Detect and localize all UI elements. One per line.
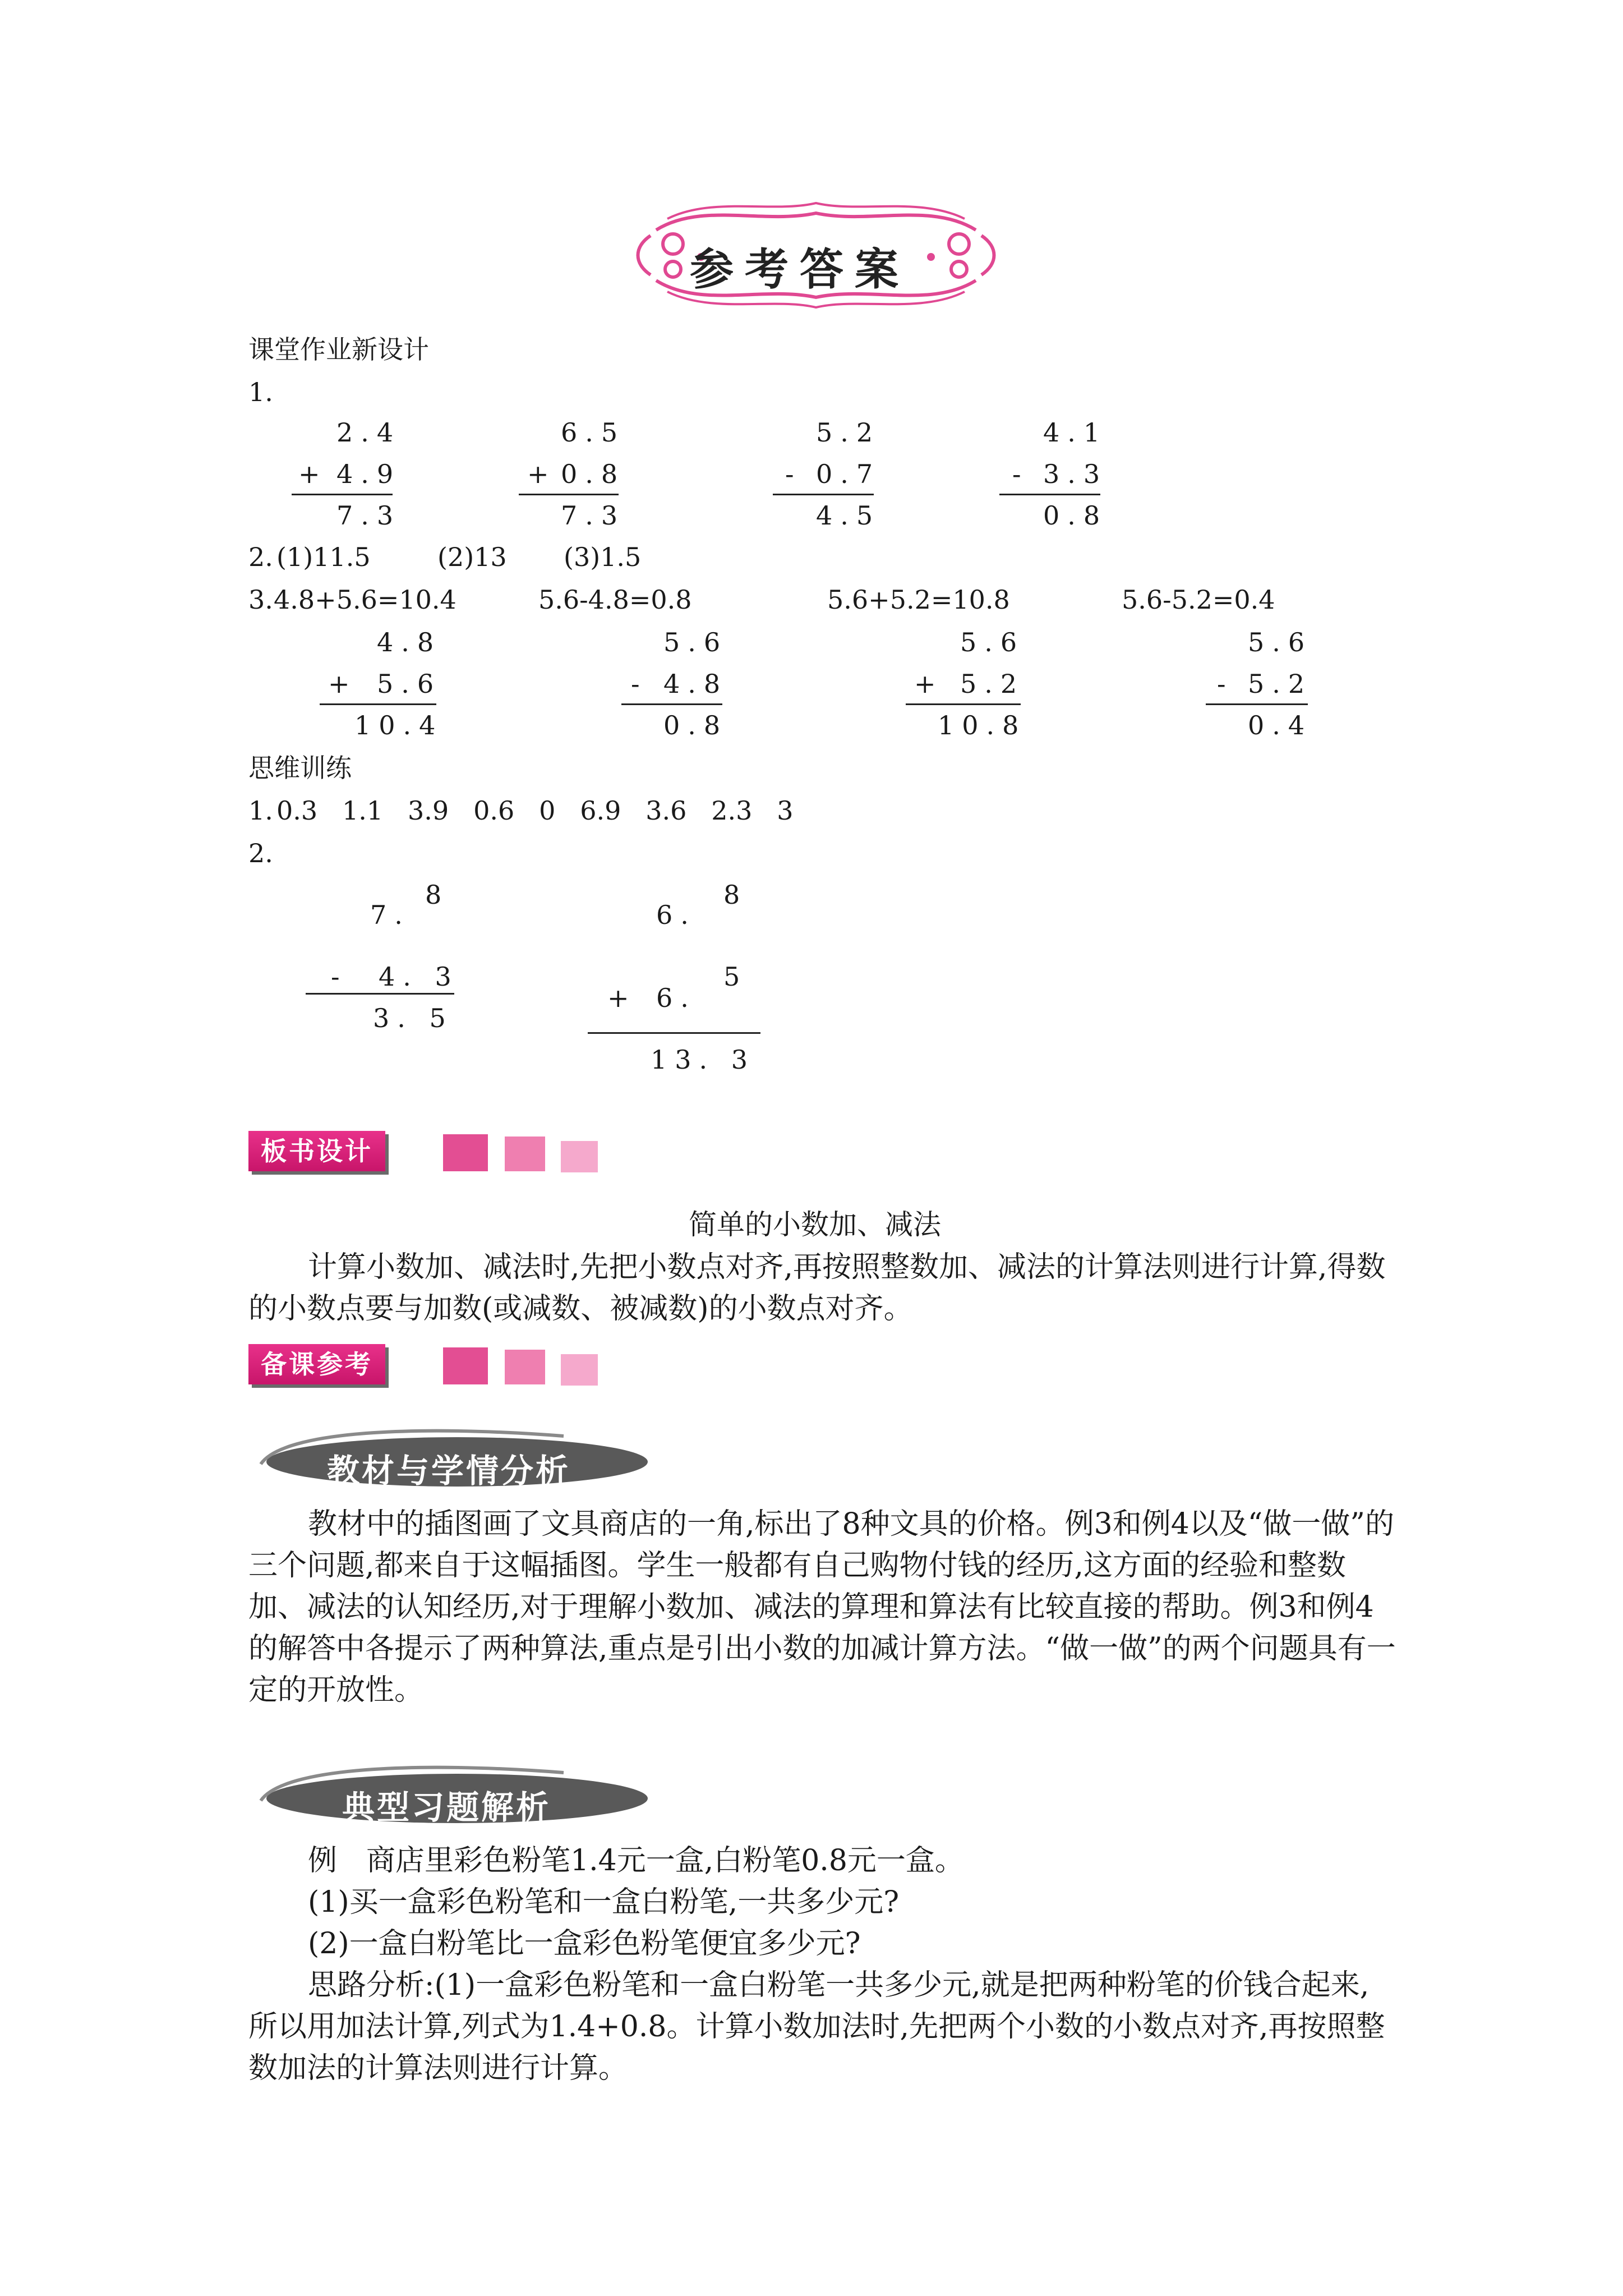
operand-b: 5.6: [377, 669, 442, 699]
operand-a: 4.1: [1043, 417, 1108, 448]
accent-square-6: [561, 1354, 598, 1386]
operand-a: 5.6: [663, 627, 728, 657]
board-text: [248, 1246, 1398, 1329]
operator: -: [785, 459, 802, 489]
q1-label: 1.: [248, 377, 273, 407]
sum-line: [773, 494, 874, 495]
result: 7.3: [561, 500, 626, 531]
thinking-heading: 思维训练: [248, 753, 352, 783]
operand-a-int: 6.: [656, 900, 697, 930]
q2-part-2: (2)13: [437, 542, 507, 572]
q2-part-3: (3)1.5: [564, 542, 642, 572]
board-bar: 板书设计: [248, 1131, 385, 1171]
exercise-analysis-content: 思路分析:(1)一盒彩色粉笔和一盒白粉笔一共多少元,就是把两种粉笔的价钱合起来,所以用加法计算,列式为1.4+0.8。计算小数加法时,先把两个小数的小数点对齐,再按照整数加法的计算法则进行计算。: [248, 1968, 1385, 2085]
operator: +: [607, 983, 637, 1013]
operand-b: 4. 3: [379, 961, 459, 992]
result: 7.3: [336, 500, 402, 531]
prep-bar: 备课参考: [248, 1344, 385, 1384]
sum-line: [519, 494, 619, 495]
result: 0.8: [1043, 500, 1108, 531]
exercise-analysis: [248, 1964, 1398, 2089]
result: 4.5: [816, 500, 881, 531]
operator: +: [527, 459, 557, 489]
sum-line: [292, 494, 393, 495]
operator: -: [631, 669, 648, 699]
q3-equation-4: 5.6-5.2=0.4: [1122, 585, 1275, 615]
q3-label: 3.: [248, 585, 273, 615]
operand-a: 4.8: [377, 627, 442, 657]
operator: +: [298, 459, 328, 489]
sum-line: [906, 703, 1021, 705]
result: 3. 5: [373, 1003, 454, 1033]
operator: -: [1012, 459, 1029, 489]
accent-square-1: [443, 1134, 488, 1171]
operator: +: [328, 669, 358, 699]
sum-line: [999, 494, 1100, 495]
result: 0.4: [1248, 710, 1313, 740]
operand-a-dec: 8: [723, 880, 748, 910]
classwork-heading: 课堂作业新设计: [248, 334, 429, 365]
exercise-q2: [248, 1923, 1398, 1964]
operator: -: [1217, 669, 1234, 699]
operand-b: 3.3: [1043, 459, 1108, 489]
exercise-q1: [248, 1881, 1398, 1923]
sum-line: [320, 703, 436, 705]
sum-line: [588, 1032, 760, 1034]
accent-square-3: [561, 1141, 598, 1172]
q3-equation-1: 4.8+5.6=10.4: [274, 585, 457, 615]
operand-a: 6.5: [561, 417, 626, 448]
exercise-q2-content: (2)一盒白粉笔比一盒彩色粉笔便宜多少元?: [308, 1927, 861, 1961]
operand-a: 5.6: [960, 627, 1025, 657]
operand-b-dec: 5: [723, 961, 748, 992]
operand-a: 2.4: [336, 417, 402, 448]
analysis-text: [248, 1503, 1398, 1711]
exercise-q1-content: (1)买一盒彩色粉笔和一盒白粉笔,一共多少元?: [308, 1885, 900, 1919]
analysis-text-content: 教材中的插图画了文具商店的一角,标出了8种文具的价格。例3和例4以及“做一做”的三个问题,都来自于这幅插图。学生一般都有自己购物付钱的经历,这方面的经验和整数加、减法的认知经历,对于理解小数加、减法的算理和算法有比较直接的帮助。例3和例4的解答中各提示了两种算法,重点是引出小数的加减计算方法。“做一做”的两个问题具有一定的开放性。: [248, 1507, 1396, 1707]
banner-title: 参考答案: [690, 244, 910, 295]
operand-b: 4.9: [336, 459, 402, 489]
operand-a: 5.6: [1248, 627, 1313, 657]
exercise-example-content: 例 商店里彩色粉笔1.4元一盒,白粉笔0.8元一盒。: [308, 1844, 964, 1878]
accent-square-4: [443, 1347, 488, 1384]
q2-part-1: (1)11.5: [276, 542, 371, 572]
thinking-q2-label: 2.: [248, 838, 273, 868]
operand-b: 5.2: [1248, 669, 1313, 699]
thinking-q1-label: 1.: [248, 795, 273, 826]
exercise-example: [248, 1840, 1398, 1881]
result: 10.4: [354, 710, 444, 740]
q3-equation-3: 5.6+5.2=10.8: [827, 585, 1010, 615]
sum-line: [1206, 703, 1308, 705]
accent-square-2: [505, 1137, 545, 1171]
operand-b-int: 6.: [656, 983, 697, 1013]
result: 0.8: [663, 710, 728, 740]
q3-equation-2: 5.6-4.8=0.8: [538, 585, 692, 615]
operator: -: [331, 961, 348, 992]
result: 13. 3: [651, 1045, 756, 1075]
result: 10.8: [938, 710, 1027, 740]
operator: +: [914, 669, 944, 699]
operand-b: 4.8: [663, 669, 728, 699]
operand-a-dec: 8: [425, 880, 450, 910]
thinking-q1-answers: 0.3 1.1 3.9 0.6 0 6.9 3.6 2.3 3: [276, 795, 794, 826]
operand-b: 0.7: [816, 459, 881, 489]
operand-b: 5.2: [960, 669, 1025, 699]
operand-b: 0.8: [561, 459, 626, 489]
sum-line: [621, 703, 722, 705]
board-text-content: 计算小数加、减法时,先把小数点对齐,再按照整数加、减法的计算法则进行计算,得数的小数点要与加数(或减数、被减数)的小数点对齐。: [248, 1250, 1386, 1326]
sum-line: [306, 993, 454, 995]
operand-a-int: 7.: [370, 900, 411, 930]
operand-a: 5.2: [816, 417, 881, 448]
board-title: 简单的小数加、减法: [689, 1208, 941, 1241]
analysis-heading: 教材与学情分析: [327, 1452, 571, 1490]
exercise-heading: 典型习题解析: [342, 1788, 551, 1826]
accent-square-5: [505, 1350, 545, 1384]
q2-label: 2.: [248, 542, 273, 572]
